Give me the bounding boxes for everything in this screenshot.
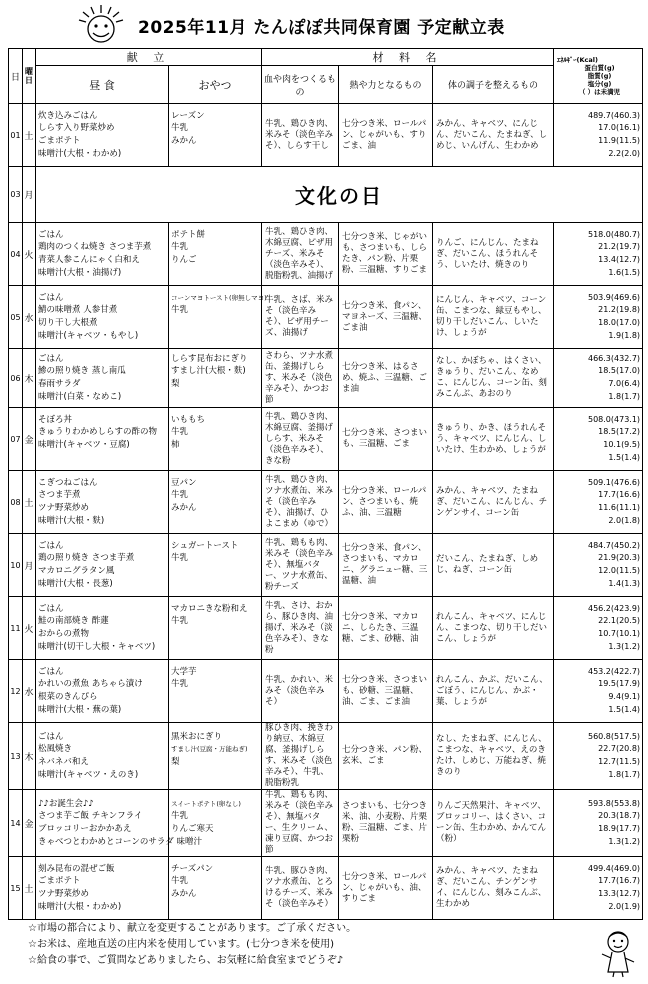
table-row	[9, 597, 643, 660]
lunch-item: 味噌汁(キャベツ・豆腐)	[38, 440, 130, 450]
lunch-item: ごまポテト	[38, 136, 81, 146]
table-row	[9, 223, 643, 286]
snack-item	[171, 628, 261, 641]
lunch-item: 鶏肉のつくね焼き さつま芋煮	[38, 242, 152, 253]
nutrition-value: 18.5(17.2)	[598, 427, 641, 437]
day-number: 05	[9, 286, 23, 349]
nutrition-value: 509.1(476.6)	[587, 477, 641, 487]
weekday: 月	[23, 534, 36, 597]
lunch-item: さつま芋煮	[38, 490, 81, 501]
ingredient-body: みかん、キャベツ、たまねぎ、だいこん、チンゲンサイ、にんじん、刻みこんぶ、生わかめ	[433, 857, 554, 920]
ingredient-energy: 七分つき米、じゃがいも、さつまいも、しらたき、パン粉、片栗粉、三温糖、すりごま	[339, 223, 433, 286]
snack-item: 牛乳	[171, 123, 189, 134]
day-header: 日	[9, 49, 23, 104]
snack-cell	[169, 471, 262, 534]
weekday: 水	[23, 660, 36, 723]
nutrition-value: 22.7(20.8)	[598, 744, 641, 754]
lunch-item: マカロニグラタン風	[38, 566, 115, 576]
ingredient-energy: 七分つき米、マカロニ、しらたき、三温糖、ごま、砂糖、油	[339, 597, 433, 660]
day-number: 11	[9, 597, 23, 660]
nutrition-value: 18.9(17.7)	[598, 824, 641, 833]
nutrition-cell	[554, 286, 643, 349]
nutrition-value: 1.3(1.2)	[608, 836, 641, 846]
fat-label: 脂質(g)	[587, 72, 612, 80]
ingredient-blood: 牛乳、鶏ひき肉、木綿豆腐、釜揚げしらす、米みそ（淡色辛みそ）、きな粉	[262, 408, 339, 471]
lunch-item: かれいの煮魚 あちゃら漬け	[38, 679, 143, 690]
ingredient-blood: 牛乳、かれい、米みそ（淡色辛みそ）	[262, 660, 339, 723]
snack-item: チーズパン	[171, 863, 214, 874]
lunch-item: ブロッコリーおかかあえ	[38, 824, 132, 834]
page-header	[0, 0, 648, 48]
blood-header: 血や肉をつくるもの	[262, 66, 339, 104]
lunch-item: ごはん	[38, 229, 64, 240]
ingredient-body: なし、かぼちゃ、はくさい、きゅうり、だいこん、なめこ、にんじん、コーン缶、刻みこんぶ、あおのり	[433, 349, 554, 408]
ingredient-energy: 七分つき米、はるさめ、焼ふ、三温糖、ごま油	[339, 349, 433, 408]
lunch-item: 鯵の照り焼き 蒸し南瓜	[38, 366, 126, 377]
snack-item: 豆パン	[171, 477, 197, 488]
table-row	[9, 349, 643, 408]
day-number: 14	[9, 790, 23, 857]
ingredient-blood: 牛乳、さけ、おから、豚ひき肉、油揚げ、米みそ（淡色辛みそ）、きな粉	[262, 597, 339, 660]
snack-item: 黒米おにぎり	[171, 731, 223, 742]
table-row	[9, 857, 643, 920]
nutrition-value: 10.1(9.5)	[603, 440, 641, 449]
snack-item: 牛乳	[171, 616, 189, 627]
weekday: 金	[23, 790, 36, 857]
snack-item: 牛乳	[171, 553, 189, 564]
nutrition-value: 11.9(11.5)	[598, 136, 641, 145]
lunch-item: ごはん	[38, 731, 64, 742]
lunch-item: きゃべつとわかめとコーンのサラダ 味噌汁	[38, 836, 202, 847]
menu-header: 献 立	[36, 49, 262, 66]
weekday: 土	[23, 471, 36, 534]
nutrition-value: 1.5(1.4)	[608, 452, 641, 462]
nutrition-cell	[554, 349, 643, 408]
nutrition-value: 1.8(1.7)	[608, 769, 641, 779]
snack-item: すまし汁(大根・麩)	[171, 366, 246, 377]
nutrition-value: 1.5(1.4)	[608, 704, 641, 714]
snack-cell	[169, 660, 262, 723]
lunch-item: ツナ野菜炒め	[38, 503, 90, 513]
nutrition-value: 489.7(460.3)	[587, 110, 641, 120]
snack-item: みかん	[171, 889, 197, 899]
lunch-item: ごはん	[38, 603, 64, 614]
snack-item: 牛乳	[171, 679, 189, 690]
snack-cell	[169, 857, 262, 920]
weekday: 土	[23, 104, 36, 167]
lunch-item: ごはん	[38, 353, 64, 364]
nutrition-value: 1.9(1.8)	[608, 330, 641, 340]
lunch-item: 根菜のきんぴら	[38, 692, 98, 702]
nutrition-value: 593.8(553.8)	[587, 798, 641, 808]
snack-cell	[169, 723, 262, 790]
snack-item	[171, 578, 261, 591]
ingredient-body: みかん、キャベツ、たまねぎ、だいこん、にんじん、チンゲンサイ、コーン缶	[433, 471, 554, 534]
body-header: 体の調子を整えるもの	[433, 66, 554, 104]
lunch-item: さつま芋ご飯 チキンフライ	[38, 811, 143, 822]
snack-item	[171, 565, 261, 578]
nutrition-value: 456.2(423.9)	[587, 603, 641, 613]
snack-item: 牛乳	[171, 811, 189, 822]
snack-item: 梨	[171, 379, 180, 389]
nutrition-value: 21.2(19.7)	[598, 242, 641, 252]
table-row	[9, 104, 643, 167]
ingredient-energy: 七分つき米、ロールパン、じゃがいも、すりごま、油	[339, 104, 433, 167]
nutrition-cell	[554, 471, 643, 534]
nutrition-value: 13.4(12.7)	[598, 255, 641, 264]
nutrition-cell	[554, 408, 643, 471]
day-number: 04	[9, 223, 23, 286]
nutrition-value: 18.0(17.0)	[598, 318, 641, 327]
snack-item: ポテト餅	[171, 229, 206, 240]
snack-item: すまし汁(豆腐・万能ねぎ)	[171, 745, 248, 754]
snack-item: りんご	[171, 255, 197, 265]
snack-item: いももち	[171, 414, 206, 425]
ingredient-blood: 牛乳、鶏ひき肉、米みそ（淡色辛みそ）、しらす干し	[262, 104, 339, 167]
nutrition-value: 21.2(19.8)	[598, 305, 641, 315]
snack-item: みかん	[171, 136, 197, 146]
ingredient-body: にんじん、キャベツ、コーン缶、こまつな、緑豆もやし、切り干しだいこん、しいたけ、しょうが	[433, 286, 554, 349]
lunch-item: 味噌汁(白菜・なめこ)	[38, 391, 122, 402]
lunch-item	[38, 452, 168, 465]
ingredient-body: りんご、にんじん、たまねぎ、だいこん、ほうれんそう、しいたけ、焼きのり	[433, 223, 554, 286]
nutrition-cell	[554, 223, 643, 286]
snack-item: 大学芋	[171, 666, 197, 677]
energy-header: 熱や力となるもの	[339, 66, 433, 104]
snack-item	[171, 330, 261, 343]
day-number: 06	[9, 349, 23, 408]
snack-item	[171, 267, 261, 280]
page-title: 2025年11月 たんぽぽ共同保育園 予定献立表	[138, 18, 505, 38]
nutrition-cell	[554, 534, 643, 597]
snack-item: マカロニきな粉和え	[171, 603, 248, 614]
ingredient-body: りんご天然果汁、キャベツ、ブロッコリー、はくさい、コーン缶、生わかめ、かんてん（粉）	[433, 790, 554, 857]
lunch-item: ごまポテト	[38, 876, 81, 887]
lunch-cell	[36, 534, 169, 597]
snack-item: 牛乳	[171, 427, 189, 438]
snack-item	[171, 691, 261, 704]
ingredient-blood: 豚ひき肉、挽きわり納豆、木綿豆腐、釜揚げしらす、米みそ（淡色辛みそ）、牛乳、脱脂粉乳	[262, 723, 339, 790]
nutrition-cell	[554, 857, 643, 920]
day-number: 15	[9, 857, 23, 920]
lunch-item: 鮭の南部焼き 酢蓮	[38, 616, 109, 627]
weekday: 木	[23, 723, 36, 790]
ingredient-blood: 牛乳、鶏ひき肉、木綿豆腐、ピザ用チーズ、米みそ（淡色辛みそ）、脱脂粉乳、油揚げ	[262, 223, 339, 286]
lunch-cell	[36, 223, 169, 286]
ingredient-energy: さつまいも、七分つき米、油、小麦粉、片栗粉、三温糖、ごま、片栗粉	[339, 790, 433, 857]
lunch-header: 昼 食	[36, 66, 169, 104]
day-number: 07	[9, 408, 23, 471]
snack-cell	[169, 534, 262, 597]
lunch-cell	[36, 723, 169, 790]
lunch-item: ネバネバ和え	[38, 757, 89, 767]
weekday: 火	[23, 597, 36, 660]
nutrition-value: 484.7(450.2)	[587, 540, 641, 550]
day-number: 10	[9, 534, 23, 597]
nutrition-value: 1.8(1.7)	[608, 391, 641, 401]
lunch-item: 鯖の味噌煮 人参甘煮	[38, 305, 118, 316]
lunch-item: おからの煮物	[38, 629, 90, 639]
ingredient-body: れんこん、キャベツ、にんじん、こまつな、切り干しだいこん、しょうが	[433, 597, 554, 660]
day-number: 12	[9, 660, 23, 723]
menu-table	[8, 48, 643, 920]
lunch-cell	[36, 104, 169, 167]
lunch-cell	[36, 349, 169, 408]
table-row	[9, 286, 643, 349]
lunch-item: きゅうりわかめしらすの酢の物	[38, 427, 158, 438]
nutrition-value: 22.1(20.5)	[598, 616, 641, 626]
snack-cell	[169, 286, 267, 349]
snack-item: 牛乳	[171, 242, 189, 253]
table-row	[9, 790, 643, 857]
nutrition-value: 11.6(11.1)	[598, 503, 641, 512]
nutrition-value: 10.7(10.1)	[598, 629, 641, 638]
nutrition-value: 7.0(6.4)	[608, 379, 641, 388]
nutrition-value: 9.4(9.1)	[608, 692, 641, 701]
ingredient-energy: 七分つき米、食パン、さつまいも、マカロニ、グラニュー糖、三温糖、油	[339, 534, 433, 597]
ingredient-energy: 七分つき米、ロールパン、さつまいも、焼ふ、油、三温糖	[339, 471, 433, 534]
snack-item: スイートポテト(卵なし)	[171, 799, 241, 808]
lunch-item: 味噌汁(大根・わかめ)	[38, 148, 122, 159]
snack-cell	[169, 408, 262, 471]
lunch-item: 味噌汁(大根・油揚げ)	[38, 267, 122, 278]
nutrition-value: 1.3(1.2)	[608, 641, 641, 651]
weekday: 月	[23, 167, 36, 223]
nutrition-value: 466.3(432.7)	[587, 353, 641, 363]
nutrition-value: 13.3(12.7)	[598, 889, 641, 898]
table-row	[9, 471, 643, 534]
snack-item	[171, 317, 261, 330]
note-line: ☆お米は、産地直送の庄内米を使用しています。(七分つき米を使用)	[28, 939, 334, 950]
ingredient-body: きゅうり、かき、ほうれんそう、キャベツ、にんじん、しいたけ、生わかめ、しょうが	[433, 408, 554, 471]
snack-item: シュガートースト	[171, 540, 239, 551]
nutrition-cell	[554, 660, 643, 723]
lunch-cell	[36, 408, 169, 471]
ingredient-energy: 七分つき米、ロールパン、じゃがいも、油、すりごま	[339, 857, 433, 920]
nutrition-cell	[554, 104, 643, 167]
under3-label: （ ）は未満児	[578, 88, 621, 96]
snack-item	[171, 391, 261, 404]
nutrition-value: 560.8(517.5)	[587, 731, 641, 741]
nutrition-value: 12.0(11.5)	[598, 566, 641, 575]
nutrition-cell	[554, 723, 643, 790]
child-mascot-icon	[598, 928, 638, 978]
ingredient-blood: 牛乳、鶏もも肉、米みそ（淡色辛みそ）、無塩バター、ツナ水煮缶、粉チーズ	[262, 534, 339, 597]
ingredient-blood: 牛乳、鶏もも肉、米みそ（淡色辛みそ）、無塩バター、生クリーム、凍り豆腐、かつお節	[262, 790, 339, 857]
snack-item	[171, 641, 261, 654]
ingredient-energy: 七分つき米、食パン、マヨネーズ、三温糖、ごま油	[339, 286, 433, 349]
lunch-item: 切り干し大根煮	[38, 318, 98, 328]
lunch-item: ♪♪お誕生会♪♪	[38, 798, 94, 809]
snack-item: 柿	[171, 440, 180, 450]
snack-item	[171, 148, 261, 161]
weekday: 火	[23, 223, 36, 286]
snack-header: おやつ	[169, 66, 262, 104]
sun-face-icon	[78, 4, 124, 44]
table-row	[9, 660, 643, 723]
nutrition-value: 453.2(422.7)	[587, 666, 641, 676]
lunch-item: 松風焼き	[38, 744, 73, 755]
nutrition-value: 17.7(16.6)	[598, 490, 641, 500]
day-number: 08	[9, 471, 23, 534]
lunch-item: 味噌汁(大根・蕪の葉)	[38, 704, 122, 715]
lunch-item: ごはん	[38, 292, 64, 303]
lunch-item: 鶏の照り焼き さつま芋煮	[38, 553, 135, 564]
nutrition-value: 12.7(11.5)	[598, 757, 641, 766]
snack-cell	[169, 349, 262, 408]
nutrition-value: 1.6(1.5)	[608, 267, 641, 277]
lunch-item: そぼろ丼	[38, 414, 73, 425]
lunch-item: 味噌汁(大根・長葱)	[38, 578, 113, 589]
ingredient-energy: 七分つき米、パン粉、玄米、ごま	[339, 723, 433, 790]
nutrition-value: 18.5(17.0)	[598, 366, 641, 376]
nutrition-value: 508.0(473.1)	[587, 414, 641, 424]
day-number: 13	[9, 723, 23, 790]
lunch-cell	[36, 857, 169, 920]
snack-item: コーンマヨトースト(卵無しマヨ)	[171, 293, 267, 302]
note-line: ☆市場の都合により、献立を変更することがあります。ご了承ください。	[28, 923, 357, 934]
lunch-item: ごはん	[38, 540, 64, 551]
lunch-item: 春雨サラダ	[38, 379, 81, 389]
nutrition-value: 20.3(18.7)	[598, 811, 641, 821]
holiday-label: 文化の日	[36, 167, 643, 223]
lunch-item: ごはん	[38, 666, 64, 677]
lunch-item: 青菜人参こんにゃく白和え	[38, 255, 140, 265]
day-number: 01	[9, 104, 23, 167]
snack-item	[171, 901, 261, 914]
snack-item	[171, 704, 261, 717]
weekday: 水	[23, 286, 36, 349]
note-line: ☆給食の事で、ご質問などありましたら、お気軽に給食室までどうぞ♪	[28, 955, 344, 966]
ingredient-blood: さわら、ツナ水煮缶、釜揚げしらす、米みそ（淡色辛みそ）、かつお節	[262, 349, 339, 408]
snack-cell	[169, 104, 262, 167]
nutrition-value: 21.9(20.3)	[598, 553, 641, 563]
ingredient-blood: 牛乳、鶏ひき肉、ツナ水煮缶、米みそ（淡色辛みそ）、油揚げ、ひよこまめ（ゆで）	[262, 471, 339, 534]
nutrition-cell	[554, 790, 643, 857]
lunch-item: 味噌汁(切干し大根・キャベツ)	[38, 641, 156, 652]
snack-item: 牛乳	[171, 876, 189, 887]
snack-item: レーズン	[171, 110, 205, 121]
snack-cell	[169, 597, 262, 660]
snack-item: 梨	[171, 757, 180, 767]
lunch-item: 味噌汁(大根・わかめ)	[38, 901, 122, 912]
snack-item: 牛乳	[171, 490, 189, 501]
holiday-row	[9, 167, 643, 223]
salt-label: 塩分(g)	[587, 80, 612, 88]
table-row	[9, 408, 643, 471]
lunch-item: 味噌汁(キャベツ・えのき)	[38, 769, 139, 780]
nutrition-value: 2.0(1.9)	[608, 901, 641, 911]
lunch-cell	[36, 660, 169, 723]
lunch-cell	[36, 597, 169, 660]
snack-item	[171, 515, 261, 528]
table-row	[9, 534, 643, 597]
nutrition-value: 518.0(480.7)	[587, 229, 641, 239]
lunch-item: しらす入り野菜炒め	[38, 123, 115, 134]
lunch-item: 味噌汁(大根・麩)	[38, 515, 105, 526]
snack-item	[171, 452, 261, 465]
nutrition-value: 2.2(2.0)	[608, 148, 641, 158]
nutrition-value: 1.4(1.3)	[608, 578, 641, 588]
snack-item	[171, 769, 261, 782]
lunch-item: 刻み昆布の混ぜご飯	[38, 863, 115, 874]
snack-cell	[169, 223, 262, 286]
nutrition-value: 499.4(469.0)	[587, 863, 641, 873]
nutrition-value: 17.0(16.1)	[598, 123, 641, 133]
lunch-cell	[36, 471, 169, 534]
ingredient-blood: 牛乳、豚ひき肉、ツナ水煮缶、とろけるチーズ、米みそ（淡色辛みそ）	[262, 857, 339, 920]
lunch-item: こぎつねごはん	[38, 477, 98, 488]
nutrition-value: 19.5(17.9)	[598, 679, 641, 689]
protein-label: 蛋白質(g)	[584, 64, 615, 72]
day-number: 03	[9, 167, 23, 223]
lunch-cell	[36, 286, 169, 349]
nutrition-value: 503.9(469.6)	[587, 292, 641, 302]
nutrition-value: 17.7(16.7)	[598, 876, 641, 886]
weekday: 土	[23, 857, 36, 920]
footer-notes	[28, 921, 356, 969]
table-row	[9, 723, 643, 790]
weekday: 金	[23, 408, 36, 471]
snack-item: 牛乳	[171, 305, 189, 316]
weekday-header: 曜日	[23, 49, 36, 104]
snack-item: りんご寒天	[171, 824, 214, 834]
ingredient-blood: 牛乳、さば、米みそ（淡色辛みそ）、ピザ用チーズ、油揚げ	[262, 286, 339, 349]
snack-item: しらす昆布おにぎり	[171, 353, 248, 364]
lunch-item: ツナ野菜炒め	[38, 889, 90, 899]
snack-item: みかん	[171, 503, 197, 513]
weekday: 木	[23, 349, 36, 408]
nutrition-value: 2.0(1.8)	[608, 515, 641, 525]
lunch-item: 味噌汁(キャベツ・もやし)	[38, 330, 139, 341]
ingredient-energy: 七分つき米、さつまいも、三温糖、ごま	[339, 408, 433, 471]
ingredients-header: 材 料 名	[262, 49, 554, 66]
ingredient-body: みかん、キャベツ、にんじん、だいこん、たまねぎ、しめじ、いんげん、生わかめ	[433, 104, 554, 167]
lunch-item: 炊き込みごはん	[38, 110, 98, 121]
nutrition-cell	[554, 597, 643, 660]
ingredient-body: なし、たまねぎ、にんじん、こまつな、キャベツ、えのきたけ、しめじ、万能ねぎ、焼きのり	[433, 723, 554, 790]
ingredient-body: だいこん、たまねぎ、しめじ、ねぎ、コーン缶	[433, 534, 554, 597]
energy-label: ｴﾈﾙｷﾞｰ(Kcal)	[557, 56, 598, 64]
ingredient-energy: 七分つき米、さつまいも、砂糖、三温糖、油、ごま、ごま油	[339, 660, 433, 723]
nutrition-header	[554, 49, 643, 104]
ingredient-body: れんこん、かぶ、だいこん、ごぼう、にんじん、かぶ・葉、しょうが	[433, 660, 554, 723]
